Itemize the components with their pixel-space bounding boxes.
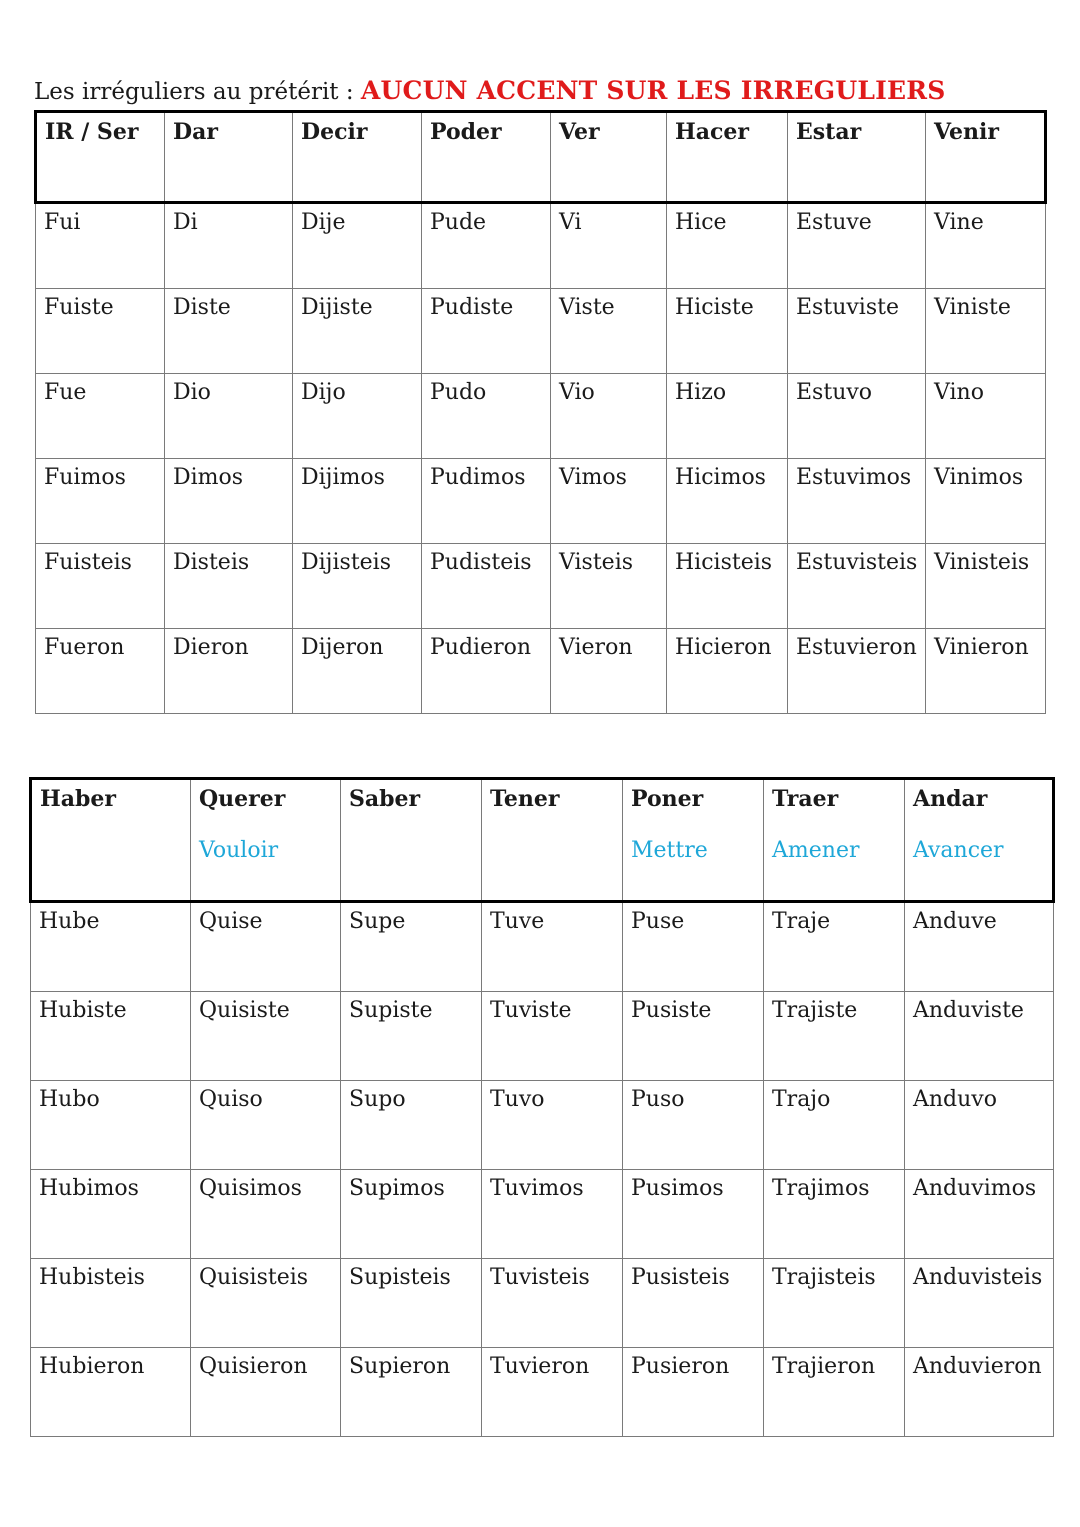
conjugation-cell: Viste <box>551 289 667 374</box>
conjugation-cell: Trajieron <box>764 1348 905 1437</box>
conjugation-cell: Quiso <box>191 1081 341 1170</box>
conjugation-cell: Visteis <box>551 544 667 629</box>
conjugation-cell: Diste <box>165 289 293 374</box>
verb-translation: Vouloir <box>199 838 279 863</box>
verb-name: Saber <box>349 786 421 812</box>
table-row <box>36 459 1046 544</box>
conjugation-cell: Disteis <box>165 544 293 629</box>
conjugation-cell: Fuisteis <box>36 544 165 629</box>
conjugation-cell: Estuve <box>788 203 926 289</box>
table-row <box>31 1081 1054 1170</box>
conjugation-cell: Anduvo <box>905 1081 1054 1170</box>
conjugation-cell: Dije <box>293 203 422 289</box>
conjugation-cell: Anduve <box>905 902 1054 992</box>
conjugation-cell: Dijo <box>293 374 422 459</box>
conjugation-cell: Tuvimos <box>482 1170 623 1259</box>
table-row <box>36 203 1046 289</box>
conjugation-cell: Hubisteis <box>31 1259 191 1348</box>
conjugation-cell: Hubimos <box>31 1170 191 1259</box>
verb-header: Ver <box>551 112 667 203</box>
conjugation-cell: Pusieron <box>623 1348 764 1437</box>
conjugation-cell: Vinieron <box>926 629 1046 714</box>
conjugation-cell: Hubieron <box>31 1348 191 1437</box>
conjugation-cell: Dijeron <box>293 629 422 714</box>
conjugation-cell: Dio <box>165 374 293 459</box>
conjugation-table-2 <box>29 777 1055 1437</box>
conjugation-cell: Puse <box>623 902 764 992</box>
conjugation-cell: Trajiste <box>764 992 905 1081</box>
conjugation-cell: Hubiste <box>31 992 191 1081</box>
verb-header <box>341 779 482 902</box>
conjugation-cell: Hicieron <box>667 629 788 714</box>
verb-name: Traer <box>772 786 839 812</box>
verb-header: Hacer <box>667 112 788 203</box>
table-row <box>36 544 1046 629</box>
table-row <box>31 902 1054 992</box>
conjugation-cell: Supiste <box>341 992 482 1081</box>
verb-translation: Amener <box>772 838 860 863</box>
conjugation-cell: Viniste <box>926 289 1046 374</box>
conjugation-cell: Estuvimos <box>788 459 926 544</box>
conjugation-cell: Pusiste <box>623 992 764 1081</box>
conjugation-cell: Estuvisteis <box>788 544 926 629</box>
table-row <box>31 1348 1054 1437</box>
verb-name: Tener <box>490 786 560 812</box>
conjugation-cell: Supisteis <box>341 1259 482 1348</box>
conjugation-cell: Quisimos <box>191 1170 341 1259</box>
conjugation-cell: Supimos <box>341 1170 482 1259</box>
verb-name: Andar <box>913 786 988 812</box>
conjugation-cell: Quisisteis <box>191 1259 341 1348</box>
conjugation-cell: Vinisteis <box>926 544 1046 629</box>
conjugation-cell: Hicimos <box>667 459 788 544</box>
conjugation-cell: Quisiste <box>191 992 341 1081</box>
table-header-row <box>31 779 1054 902</box>
conjugation-cell: Trajisteis <box>764 1259 905 1348</box>
conjugation-cell: Puso <box>623 1081 764 1170</box>
conjugation-cell: Fueron <box>36 629 165 714</box>
conjugation-cell: Supieron <box>341 1348 482 1437</box>
conjugation-cell: Fuiste <box>36 289 165 374</box>
conjugation-cell: Pudiste <box>422 289 551 374</box>
conjugation-cell: Vio <box>551 374 667 459</box>
conjugation-cell: Fue <box>36 374 165 459</box>
conjugation-cell: Pusimos <box>623 1170 764 1259</box>
conjugation-cell: Traje <box>764 902 905 992</box>
table-row <box>31 1259 1054 1348</box>
conjugation-cell: Quisieron <box>191 1348 341 1437</box>
verb-header: Decir <box>293 112 422 203</box>
conjugation-cell: Fui <box>36 203 165 289</box>
conjugation-cell: Trajo <box>764 1081 905 1170</box>
conjugation-cell: Tuve <box>482 902 623 992</box>
conjugation-cell: Trajimos <box>764 1170 905 1259</box>
conjugation-cell: Vino <box>926 374 1046 459</box>
verb-header: Poder <box>422 112 551 203</box>
conjugation-cell: Anduvimos <box>905 1170 1054 1259</box>
verb-header <box>31 779 191 902</box>
page-title <box>34 76 946 105</box>
table-row <box>36 374 1046 459</box>
verb-header: Estar <box>788 112 926 203</box>
conjugation-cell: Hice <box>667 203 788 289</box>
conjugation-cell: Hicisteis <box>667 544 788 629</box>
conjugation-cell: Dijisteis <box>293 544 422 629</box>
conjugation-cell: Vieron <box>551 629 667 714</box>
conjugation-cell: Vimos <box>551 459 667 544</box>
conjugation-cell: Fuimos <box>36 459 165 544</box>
conjugation-cell: Vinimos <box>926 459 1046 544</box>
conjugation-cell: Hizo <box>667 374 788 459</box>
title-warning: AUCUN ACCENT SUR LES IRREGULIERS <box>360 76 946 105</box>
conjugation-cell: Hube <box>31 902 191 992</box>
table-row <box>36 289 1046 374</box>
verb-header <box>905 779 1054 902</box>
conjugation-cell: Estuviste <box>788 289 926 374</box>
verb-header <box>623 779 764 902</box>
conjugation-cell: Hubo <box>31 1081 191 1170</box>
conjugation-cell: Supo <box>341 1081 482 1170</box>
table-row <box>36 629 1046 714</box>
conjugation-cell: Vi <box>551 203 667 289</box>
conjugation-cell: Anduvisteis <box>905 1259 1054 1348</box>
verb-header: Venir <box>926 112 1046 203</box>
verb-header <box>764 779 905 902</box>
conjugation-cell: Pudo <box>422 374 551 459</box>
table-row <box>31 992 1054 1081</box>
conjugation-cell: Dieron <box>165 629 293 714</box>
table-row <box>31 1170 1054 1259</box>
conjugation-cell: Supe <box>341 902 482 992</box>
conjugation-cell: Pusisteis <box>623 1259 764 1348</box>
conjugation-cell: Di <box>165 203 293 289</box>
table-header-row <box>36 112 1046 203</box>
conjugation-cell: Tuviste <box>482 992 623 1081</box>
conjugation-cell: Estuvo <box>788 374 926 459</box>
title-lead: Les irréguliers au prétérit : <box>34 79 354 105</box>
conjugation-cell: Anduviste <box>905 992 1054 1081</box>
conjugation-cell: Vine <box>926 203 1046 289</box>
verb-header <box>191 779 341 902</box>
conjugation-cell: Pude <box>422 203 551 289</box>
conjugation-cell: Dimos <box>165 459 293 544</box>
verb-header: IR / Ser <box>36 112 165 203</box>
conjugation-cell: Dijimos <box>293 459 422 544</box>
conjugation-cell: Anduvieron <box>905 1348 1054 1437</box>
conjugation-cell: Tuvieron <box>482 1348 623 1437</box>
conjugation-cell: Estuvieron <box>788 629 926 714</box>
verb-translation: Avancer <box>913 838 1004 863</box>
verb-name: Haber <box>40 786 117 812</box>
conjugation-cell: Pudimos <box>422 459 551 544</box>
conjugation-cell: Pudisteis <box>422 544 551 629</box>
conjugation-cell: Tuvo <box>482 1081 623 1170</box>
conjugation-cell: Pudieron <box>422 629 551 714</box>
conjugation-cell: Quise <box>191 902 341 992</box>
verb-translation: Mettre <box>631 838 708 863</box>
verb-name: Poner <box>631 786 704 812</box>
conjugation-cell: Hiciste <box>667 289 788 374</box>
conjugation-cell: Tuvisteis <box>482 1259 623 1348</box>
conjugation-cell: Dijiste <box>293 289 422 374</box>
verb-name: Querer <box>199 786 286 812</box>
conjugation-table-1 <box>34 110 1047 714</box>
verb-header: Dar <box>165 112 293 203</box>
verb-header <box>482 779 623 902</box>
